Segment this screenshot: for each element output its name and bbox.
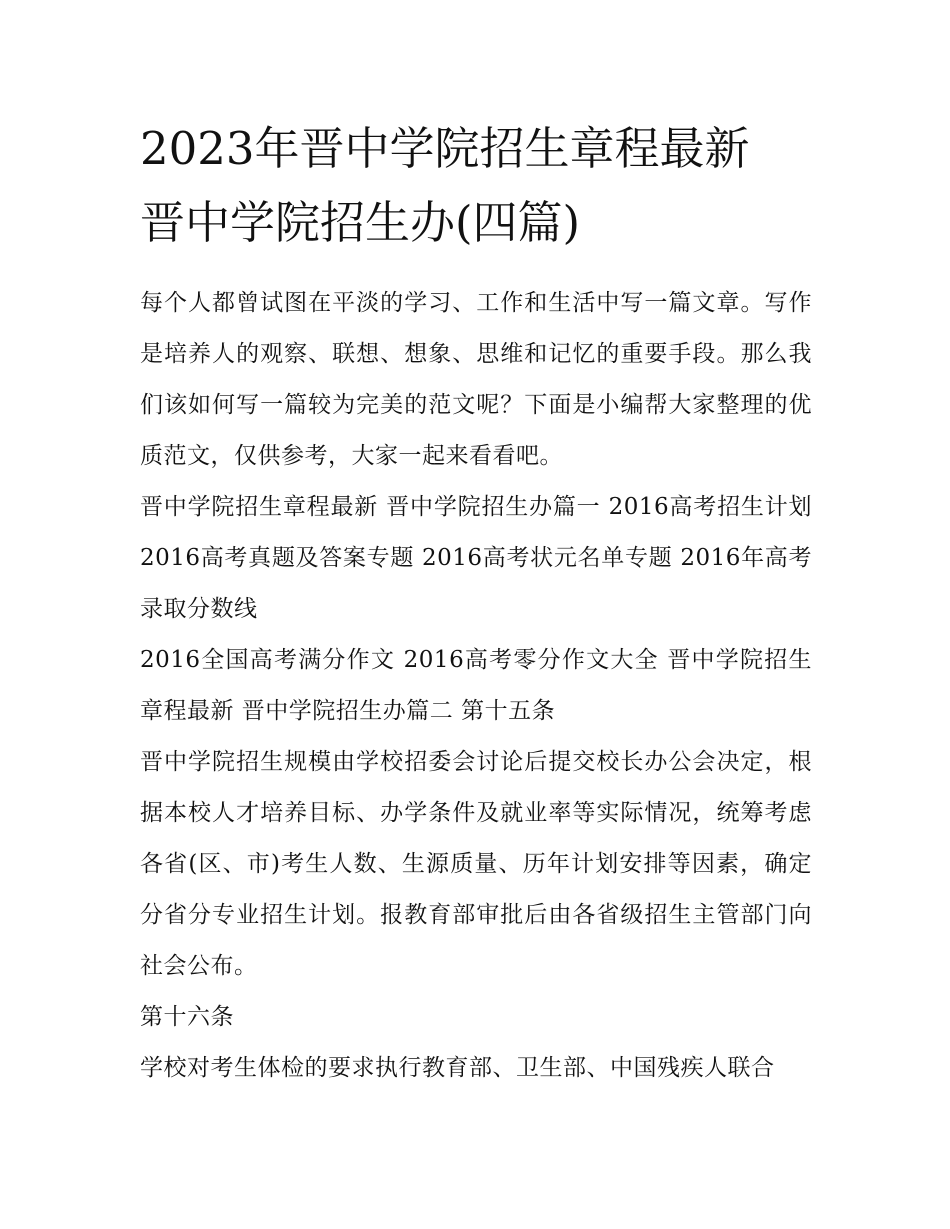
body-paragraph: 学校对考生体检的要求执行教育部、卫生部、中国残疾人联合 [140,1055,775,1081]
body-paragraph: 晋中学院招生规模由学校招委会讨论后提交校长办公会决定，根据本校人才培养目标、办学条件及就业率等实际情况，统筹考虑各省(区、市)考生人数、生源质量、历年计划安排等因素，确定分省分专业招生计划。报教育部审批后由各省级招生主管部门向社会公布。 [140,749,812,979]
title-line-1: 2023年晋中学院招生章程最新 [140,122,750,175]
intro-paragraph: 每个人都曾试图在平淡的学习、工作和生活中写一篇文章。写作是培养人的观察、联想、想象、思维和记忆的重要手段。那么我们该如何写一篇较为完美的范文呢？下面是小编帮大家整理的优质范文，仅供参考，大家一起来看看吧。 [140,290,812,469]
document-title [140,112,812,260]
document-page [140,112,812,1094]
body-paragraph: 晋中学院招生章程最新 晋中学院招生办篇一 2016高考招生计划 2016高考真题及答案专题 2016高考状元名单专题 2016年高考录取分数线 [140,494,812,622]
section-heading: 第十六条 [140,1004,234,1030]
title-line-2: 晋中学院招生办(四篇) [140,196,581,249]
body-paragraph: 2016全国高考满分作文 2016高考零分作文大全 晋中学院招生章程最新 晋中学院招生办篇二 第十五条 [140,647,812,724]
